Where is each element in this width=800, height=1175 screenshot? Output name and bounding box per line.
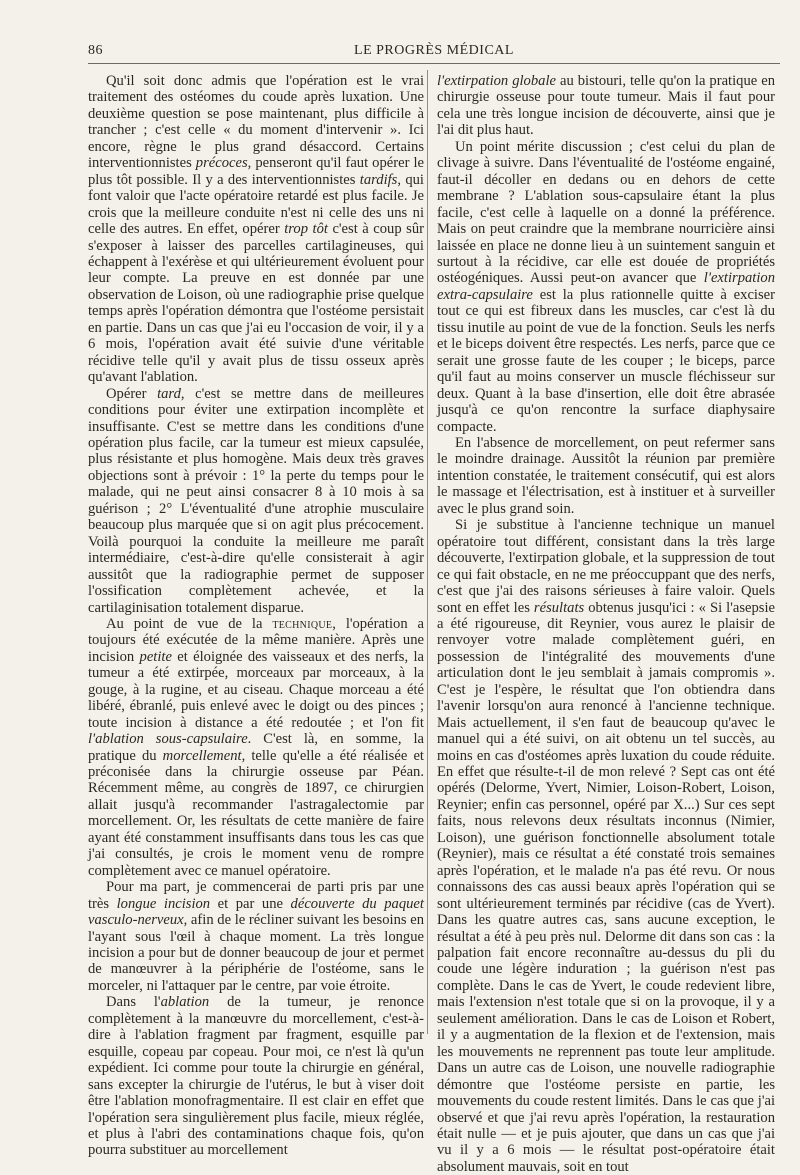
paragraph: l'extirpation globale au bistouri, telle qu'on la pratique en chirurgie osseuse pour toute tumeur. Mais il faut pour cela une très longue incision de découverte, ainsi que je l'ai dit plus haut.: [437, 73, 775, 139]
paragraph: En l'absence de morcellement, on peut refermer sans le moindre drainage. Aussitôt la réunion par première intention constatée, le traitement consécutif, qui est alors le massage et l'électrisation, est à instituer et à surveiller avec le plus grand soin.: [437, 434, 775, 517]
paragraph: Au point de vue de la technique, l'opération a toujours été exécutée de la même manière. Après une incision petite et éloignée des vaisseaux et des nerfs, la tumeur a été extirpée, morceaux par morceaux, à la gouge, à la rugine, et au ciseau. Chaque morceau a été libéré, ébranlé, puis enlevé avec le doigt ou des pinces ; toute incision à distance a été redoutée ; et l'on fit l'ablation sous-capsulaire. C'est là, en somme, la pratique du morcellement, telle qu'elle a été réalisée et préconisée dans la chirurgie osseuse par Péan. Récemment même, au congrès de 1897, ce chirurgien allait jusqu'à recommander l'astragalectomie par morcellement. Or, les résultats de cette manière de faire ayant été constamment insuffisants dans tous les cas que j'ai consultés, je crois le moment venu de rompre complètement avec ce manuel opératoire.: [88, 615, 424, 879]
paragraph: Pour ma part, je commencerai de parti pris par une très longue incision et par une découverte du paquet vasculo-nerveux, afin de le récliner suivant les besoins en l'ayant sous l'œil à chaque moment. La très longue incision a pour but de donner beaucoup de jour et permet de manœuvrer à la périphérie de l'ostéome, sans le morceler, ni l'attaquer par le centre, par voie étroite.: [88, 879, 424, 994]
column-divider: [427, 70, 428, 1034]
paragraph: Un point mérite discussion ; c'est celui du plan de clivage à suivre. Dans l'éventualité de l'ostéome engainé, faut-il décoller en dedans ou en dehors de cette membrane ? L'ablation sous-capsulaire étant la plus facile, c'est celle à laquelle on a donné la préférence. Mais on peut craindre que la membrane nourricière ainsi laissée en place ne donne lieu à un suintement sanguin et surtout à la récidive, car elle est douée de propriétés ostéogéniques. Aussi peut-on avancer que l'extirpation extra-capsulaire est la plus rationnelle quitte à exciser tout ce qui est fibreux dans les muscles, car c'est là du tissu inutile au point de vue de la fonction. Seuls les nerfs et le biceps doivent être respectés. Les nerfs, parce que ce serait une grosse faute de les couper ; le biceps, parce qu'il faut au moins conserver un muscle fléchisseur sur deux. Quant à la base d'insertion, elle doit être abrasée jusqu'à ce qu'on rencontre la surface diaphysaire compacte.: [437, 138, 775, 435]
paragraph: Opérer tard, c'est se mettre dans de meilleures conditions pour éviter une extirpation incomplète et insuffisante. C'est se mettre dans les conditions d'une opération plus facile, car la tumeur est mieux capsulée, plus résistante et plus homogène. Mais deux très graves objections sont à prévoir : 1° la perte du temps pour le malade, qui ne peut ainsi consacrer 8 à 10 mois à sa guérison ; 2° L'éventualité d'une atrophie musculaire beaucoup plus marquée que si on agit plus précocement. Voilà pourquoi la conduite la meilleure me paraît intermédiaire, c'est-à-dire qu'elle consisterait à agir aussitôt que la radiographie permet de supposer l'ossification complètement achevée, et la cartilaginisation totalement disparue.: [88, 385, 424, 616]
section-term: technique: [272, 615, 333, 632]
journal-title: LE PROGRÈS MÉDICAL: [354, 43, 514, 58]
left-column: [88, 73, 425, 1159]
running-header: [88, 43, 780, 63]
header-rule: [88, 63, 780, 64]
right-column: [437, 73, 775, 1175]
paragraph: Dans l'ablation de la tumeur, je renonce complètement à la manœuvre du morcellement, c'est-à-dire à l'ablation fragment par fragment, esquille par esquille, copeau par copeau. Pour moi, ce n'est là qu'un expédient. Ici comme pour toute la chirurgie en général, sans excepter la chirurgie de l'utérus, le but à viser doit être l'ablation monofragmentaire. Il est clair en effet que l'opération sera singulièrement plus facile, mieux réglée, et plus à l'abri des contaminations chaque fois, qu'on pourra substituer au morcellement: [88, 994, 425, 1159]
page-number: 86: [88, 43, 103, 58]
paragraph: Si je substitue à l'ancienne technique un manuel opératoire tout différent, consistant dans la très large découverte, l'extirpation globale, et la suppression de tout ce qui fait obstacle, en ne me préoccuppant que des nerfs, c'est que j'ai des raisons sérieuses à faire valoir. Quels sont en effet les résultats obtenus jusqu'ici : « Si l'asepsie a été rigoureuse, dit Reynier, vous aurez le plaisir de renvoyer votre malade complètement guéri, en possession de l'intégralité des mouvements d'une articulation dont le jeu semblait à jamais compromis ». C'est je l'espère, le résultat que l'on obtiendra dans l'avenir lorsqu'on aura renoncé à l'ancienne technique. Mais actuellement, il s'en faut de beaucoup qu'avec le manuel qui a été suivi, on ait obtenu un tel succès, au moins en cas d'ostéomes après luxation du coude réduite. En effet que résulte-t-il de mon relevé ? Sept cas ont été opérés (Delorme, Yvert, Nimier, Loison-Robert, Loison, Reynier; enfin cas personnel, opéré par X...) Sur ces sept faits, nous relevons deux résultats inconnus (Nimier, Loison), une guérison fonctionnelle absolument totale (Reynier), mais ce résultat a été constaté trois semaines après l'opération, et le malade n'a pas été revu. Or nous connaissons des cas aussi beaux après l'opération qui se sont ultérieurement terminés par récidive (cas de Yvert). Dans les quatre autres cas, sans aucune exception, le résultat a été à peu près nul. Delorme dit dans son cas : la palpation fait encore reconnaître au-dessus du pli du coude une légère induration ; la guérison n'est pas complète. Dans le cas de Yvert, le coude redevient libre, mais l'extension n'est totale que si on la provoque, il y a seulement amélioration. Dans le cas de Loison et Robert, il y a augmentation de la flexion et de l'extension, mais les mouvements ne reprennent pas toute leur amplitude. Dans un autre cas de Loison, une nouvelle radiographie démontre que l'ostéome persiste en partie, les mouvements du coude restent limités. Dans le cas que j'ai observé et que j'ai revu après l'opération, la restauration était nulle — et je puis ajouter, que dans un cas que j'ai vu il y a 6 mois — le résultat post-opératoire était absolument mauvais, soit en tout: [437, 517, 775, 1175]
paragraph: Qu'il soit donc admis que l'opération est le vrai traitement des ostéomes du coude après luxation. Une deuxième question se pose maintenant, plus difficile à trancher ; c'est celle « du moment d'intervenir ». Ici encore, règne le plus grand désaccord. Certains interventionnistes précoces, penseront qu'il faut opérer le plus tôt possible. Il y a des interventionnistes tardifs, qui font valoir que l'acte opératoire retardé est plus facile. Je crois que la meilleure conduite n'est ni celle des uns ni celle des autres. En effet, opérer trop tôt c'est à coup sûr s'exposer à laisser des parcelles cartilagineuses, qui échappent à l'exérèse et qui ultérieurement évoluent pour leur compte. La preuve en est donnée par une observation de Loison, où une radiographie prise quelque temps après l'opération démontra que l'ostéome persistait en partie. Dans un cas que j'ai eu l'occasion de voir, il y a 6 mois, l'opération avait été suivie d'une véritable récidive telle qu'il y avait plus de tissu osseux après qu'avant l'ablation.: [88, 73, 424, 386]
